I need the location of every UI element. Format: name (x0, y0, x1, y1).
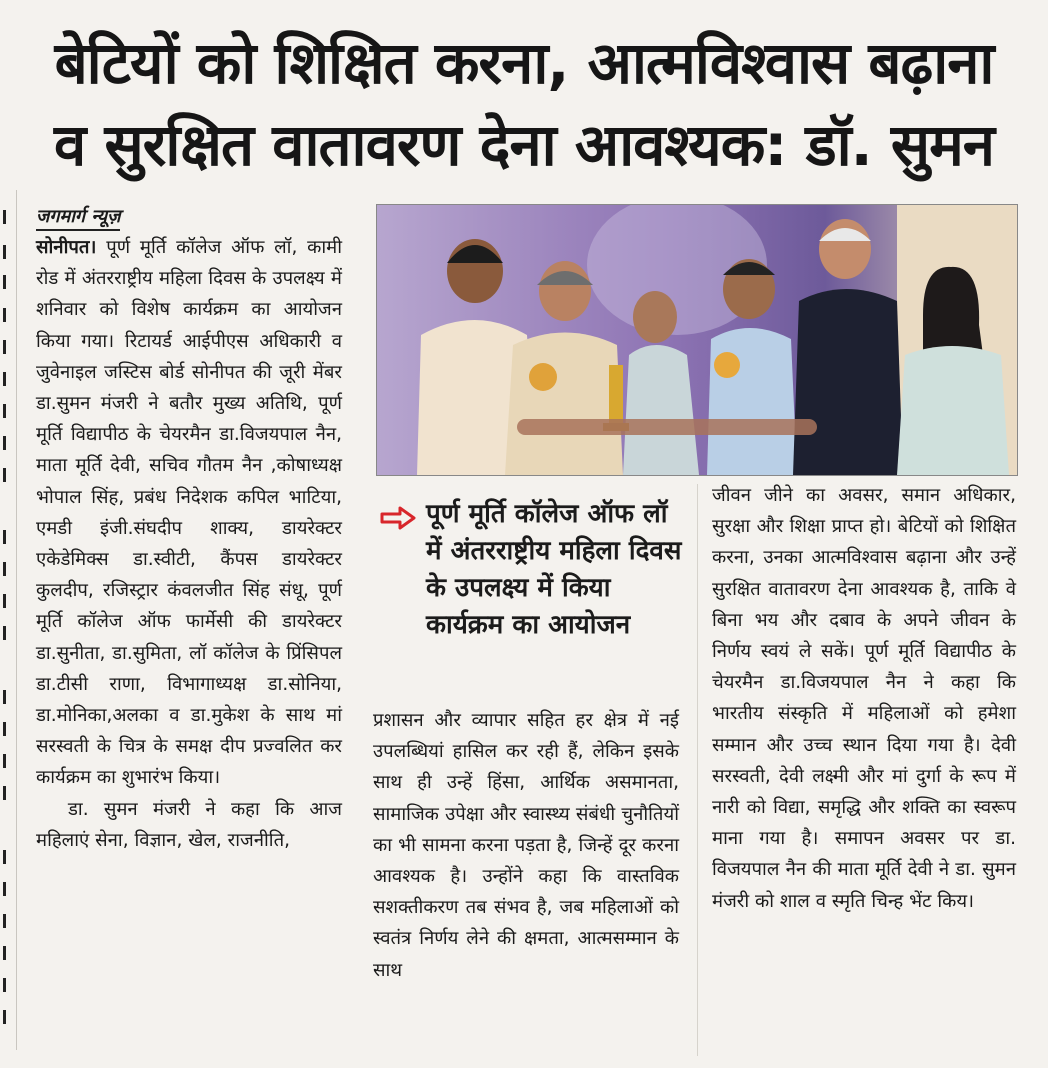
article-column-3: जीवन जीने का अवसर, समान अधिकार, सुरक्षा और शिक्षा प्राप्त हो। बेटियों को शिक्षित करना, उनका आत्मविश्वास बढ़ाना और उन्हें सुरक्षित वातावरण देना आवश्यक है, ताकि वे बिना भय और दबाव के अपने जीवन के निर्णय स्वयं ले सकें। पूर्ण मूर्ति विद्यापीठ के चेयरमैन डा.विजयपाल नैन ने कहा कि भारतीय संस्कृति में महिलाओं को हमेशा सम्मान और उच्च स्थान दिया गया है। देवी सरस्वती, देवी लक्ष्मी और मां दुर्गा के रूप में नारी को विद्या, समृद्धि और शक्ति का स्वरूप माना गया है। समापन अवसर पर डा. विजयपाल नैन की माता मूर्ति देवी ने डा. सुमन मंजरी को शाल व स्मृति चिन्ह भेंट किय। (712, 485, 1016, 912)
article-column-2: प्रशासन और व्यापार सहित हर क्षेत्र में नई उपलब्धियां हासिल कर रही हैं, लेकिन इसके साथ ही उन्हें हिंसा, आर्थिक असमानता, सामाजिक उपेक्षा और स्वास्थ्य संबंधी चुनौतियों का भी सामना करना पड़ता है, जिन्हें दूर करना आवश्यक है। उन्होंने कहा कि वास्तविक सशक्तीकरण तब संभव है, जब महिलाओं को स्वतंत्र निर्णय लेने की क्षमता, आत्मसम्मान के साथ (373, 710, 679, 981)
article-column-1 (36, 232, 342, 856)
arrow-right-icon (380, 506, 416, 530)
byline: जगमार्ग न्यूज़ (36, 204, 120, 231)
headline-line-1: बेटियों को शिक्षित करना, आत्मविश्वास बढ़ाना (54, 29, 994, 97)
article-paragraph-2: डा. सुमन मंजरी ने कहा कि आज महिलाएं सेना, विज्ञान, खेल, राजनीति, (36, 798, 342, 851)
pull-quote-text: पूर्ण मूर्ति कॉलेज ऑफ लॉ में अंतरराष्ट्रीय महिला दिवस के उपलक्ष्य में किया कार्यक्रम का आयोजन (426, 499, 682, 640)
adjacent-column-edge (0, 190, 17, 1050)
dateline-place: सोनीपत। (36, 237, 97, 258)
column-divider (697, 484, 698, 1056)
article-paragraph-1: पूर्ण मूर्ति कॉलेज ऑफ लॉ, कामी रोड में अंतरराष्ट्रीय महिला दिवस के उपलक्ष्य में शनिवार को विशेष कार्यक्रम का आयोजन किया गया। रिटायर्ड आईपीएस अधिकारी व जुवेनाइल जस्टिस बोर्ड सोनीपत की जूरी मेंबर डा.सुमन मंजरी ने बतौर मुख्य अतिथि, पूर्ण मूर्ति विद्यापीठ के चेयरमैन डा.विजयपाल नैन, माता मूर्ति देवी, सचिव गौतम नैन ,कोषाध्यक्ष भोपाल सिंह, प्रबंध निदेशक कपिल भाटिया, एमडी इंजी.संघदीप शाक्य, डायरेक्टर एकेडेमिक्स डा.स्वीटी, कैंपस डायरेक्टर कुलदीप, रजिस्ट्रार कंवलजीत सिंह संधू, पूर्ण मूर्ति कॉलेज ऑफ फार्मेसी की डायरेक्टर डा.सुनीता, डा.सुमिता, लॉ कॉलेज के प्रिंसिपल डा.टीसी राणा, विभागाध्यक्ष डा.सोनिया, डा.मोनिका,अलका व डा.मुकेश के साथ मां सरस्वती के चित्र के समक्ष दीप प्रज्वलित कर कार्यक्रम का शुभारंभ किया। (36, 237, 342, 789)
event-photo (376, 204, 1018, 476)
headline-line-2: व सुरक्षित वातावरण देना आवश्यक: डॉ. सुमन (54, 111, 994, 179)
